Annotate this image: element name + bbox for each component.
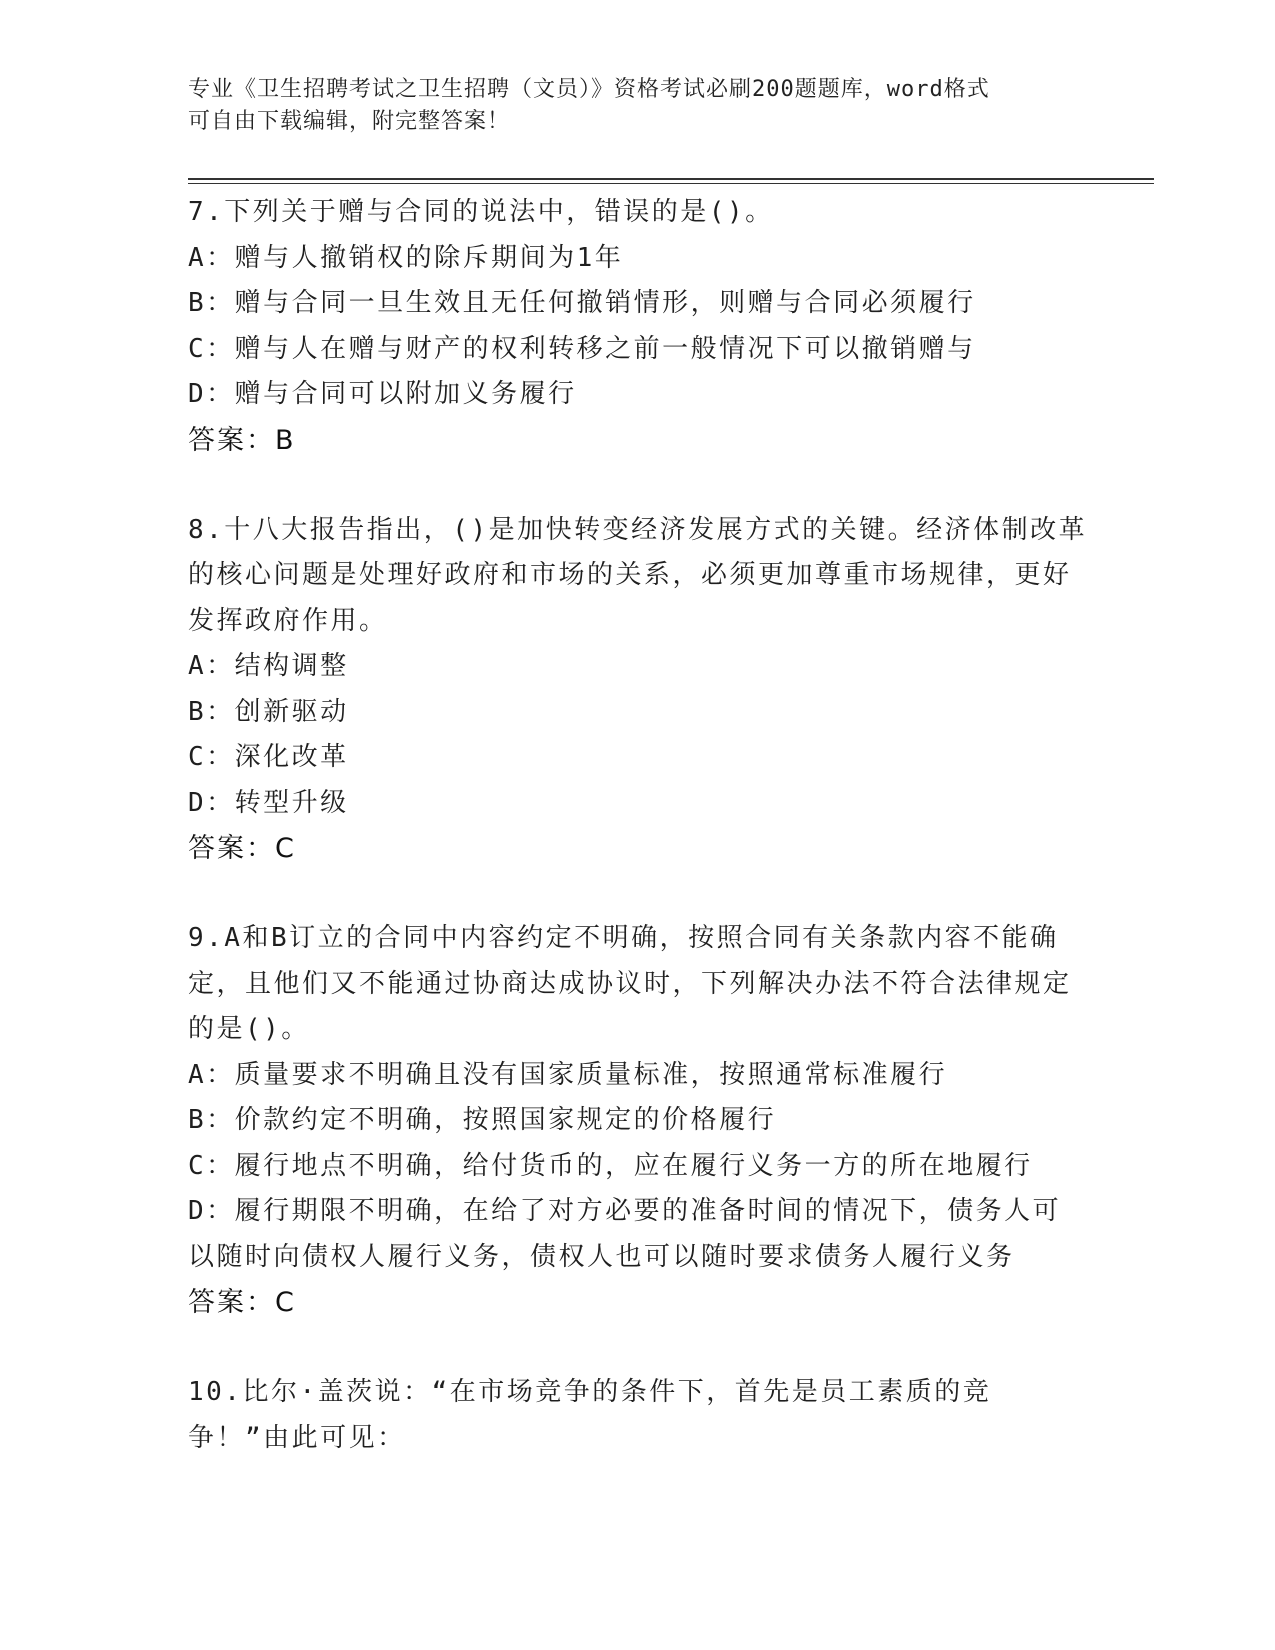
option-c: C：赠与人在赠与财产的权利转移之前一般情况下可以撤销赠与 <box>188 333 976 364</box>
question-9 <box>188 916 1088 1325</box>
option-c: C：履行地点不明确，给付货币的，应在履行义务一方的所在地履行 <box>188 1150 1033 1181</box>
option-b: B：赠与合同一旦生效且无任何撤销情形，则赠与合同必须履行 <box>188 288 976 318</box>
header-divider-thin <box>188 183 1154 184</box>
answer-label: 答案：C <box>188 833 296 864</box>
document-header <box>188 74 1088 138</box>
option-c: C：深化改革 <box>188 742 349 772</box>
header-line-2: 可自由下载编辑，附完整答案！ <box>188 109 511 134</box>
question-text: 10.比尔·盖茨说：“在市场竞争的条件下，首先是员工素质的竞争！”由此可见： <box>188 1377 992 1453</box>
question-list <box>188 190 1088 1506</box>
question-10 <box>188 1370 1088 1461</box>
question-text: 9.A和B订立的合同中内容约定不明确，按照合同有关条款内容不能确定，且他们又不能通过协商达成协议时，下列解决办法不符合法律规定的是()。 <box>188 923 1072 1044</box>
question-text: 7.下列关于赠与合同的说法中，错误的是()。 <box>188 197 774 227</box>
answer-label: 答案：B <box>188 424 296 456</box>
question-8 <box>188 508 1088 872</box>
option-a: A：结构调整 <box>188 651 349 681</box>
option-d: D：转型升级 <box>188 787 349 818</box>
option-a: A：质量要求不明确且没有国家质量标准，按照通常标准履行 <box>188 1059 948 1090</box>
question-text: 8.十八大报告指出，()是加快转变经济发展方式的关键。经济体制改革的核心问题是处理好政府和市场的关系，必须更加尊重市场规律，更好发挥政府作用。 <box>188 514 1088 636</box>
answer-label: 答案：C <box>188 1287 296 1318</box>
option-a: A：赠与人撤销权的除斥期间为1年 <box>188 242 624 273</box>
option-d: D：履行期限不明确，在给了对方必要的准备时间的情况下，债务人可以随时向债权人履行义务，债权人也可以随时要求债务人履行义务 <box>188 1196 1062 1272</box>
option-b: B：价款约定不明确，按照国家规定的价格履行 <box>188 1105 777 1135</box>
header-divider <box>188 178 1154 180</box>
option-b: B：创新驱动 <box>188 696 349 727</box>
question-7 <box>188 190 1088 463</box>
header-line-1: 专业《卫生招聘考试之卫生招聘（文员）》资格考试必刷200题题库，word格式 <box>188 77 990 102</box>
option-d: D：赠与合同可以附加义务履行 <box>188 379 577 409</box>
